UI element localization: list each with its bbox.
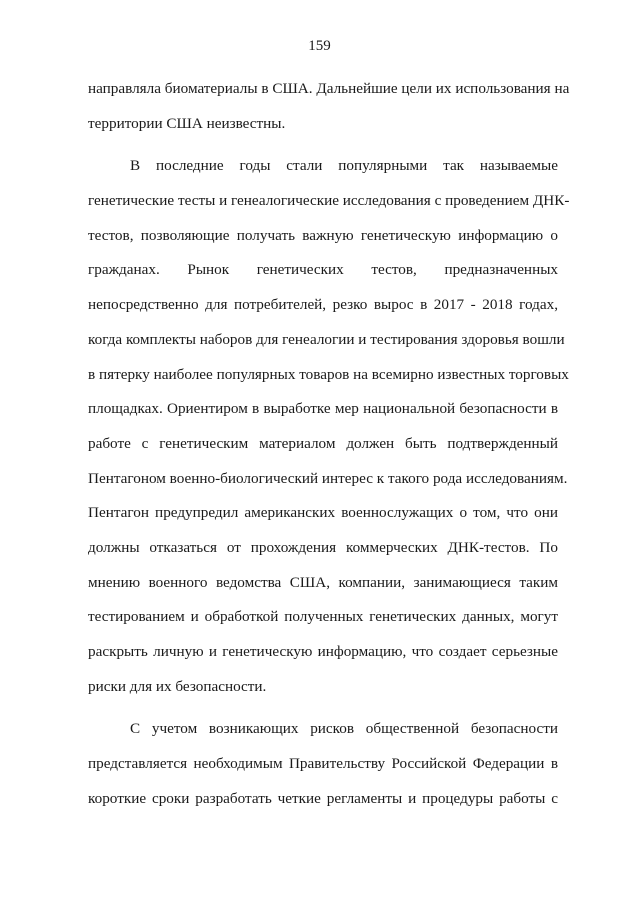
body-text: [88, 79, 570, 823]
text-line: гражданах. Рынок генетических тестов, предназначенных: [88, 261, 558, 279]
text-line: генетические тесты и генеалогические исследования с проведением ДНК-: [88, 192, 570, 210]
text-line: короткие сроки разработать четкие регламенты и процедуры работы с: [88, 789, 558, 807]
paragraph: [88, 79, 570, 148]
paragraph: [88, 719, 558, 823]
text-line: представляется необходимым Правительству Российской Федерации в: [88, 755, 558, 773]
paragraph-gap: [88, 148, 558, 156]
text-line: направляла биоматериалы в США. Дальнейшие цели их использования на: [88, 80, 570, 97]
text-line: должны отказаться от прохождения коммерческих ДНК-тестов. По: [88, 538, 558, 556]
text-line: мнению военного ведомства США, компании, занимающиеся таким: [88, 573, 558, 591]
text-line: Пентагон предупредил американских военнослужащих о том, что они: [88, 504, 558, 522]
text-line: работе с генетическим материалом должен быть подтвержденный: [88, 434, 558, 452]
text-line: Пентагоном военно-биологический интерес к такого рода исследованиям.: [88, 469, 568, 487]
text-line: в пятерку наиболее популярных товаров на всемирно известных торговых: [88, 365, 569, 383]
text-line: раскрыть личную и генетическую информацию, что создает серьезные: [88, 643, 558, 660]
text-line: риски для их безопасности.: [88, 677, 267, 695]
paragraph-gap: [88, 711, 558, 719]
text-line: тестированием и обработкой полученных генетических данных, могут: [88, 608, 558, 626]
text-line: непосредственно для потребителей, резко вырос в 2017 - 2018 годах,: [88, 296, 558, 314]
text-line: когда комплекты наборов для генеалогии и тестирования здоровья вошли: [88, 330, 565, 348]
text-line: В последние годы стали популярными так называемые: [130, 157, 558, 175]
page-number: 159: [308, 38, 331, 54]
paragraph: [88, 156, 570, 711]
text-line: тестов, позволяющие получать важную генетическую информацию о: [88, 226, 558, 244]
text-line: площадках. Ориентиром в выработке мер национальной безопасности в: [88, 400, 558, 418]
text-line: С учетом возникающих рисков общественной безопасности: [130, 720, 558, 738]
text-line: территории США неизвестны.: [88, 114, 286, 132]
